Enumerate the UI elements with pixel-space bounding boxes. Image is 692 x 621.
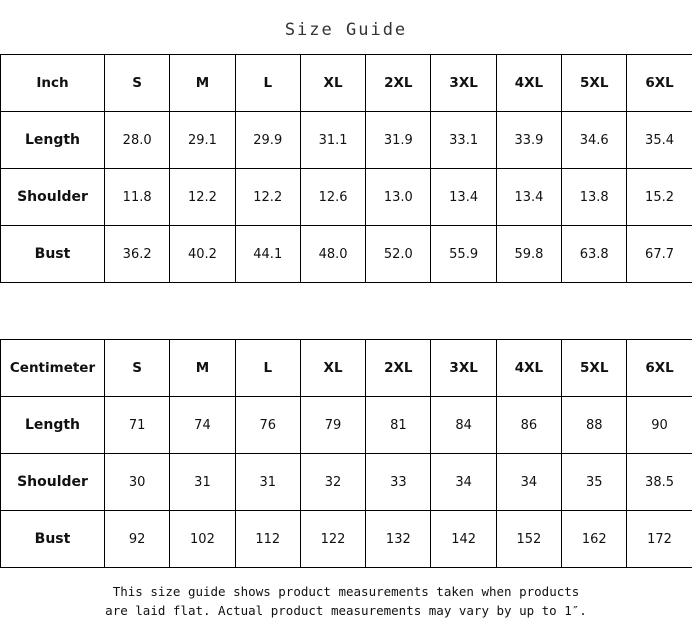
column-header-size: 2XL — [366, 340, 431, 397]
table-cell: 172 — [627, 511, 692, 568]
column-header-size: 2XL — [366, 55, 431, 112]
table-row — [1, 511, 692, 568]
table-cell: 76 — [235, 397, 300, 454]
table-cell: 40.2 — [170, 226, 235, 283]
table-cell: 13.4 — [431, 169, 496, 226]
table-cell: 48.0 — [300, 226, 365, 283]
table-cell: 63.8 — [562, 226, 627, 283]
table-cell: 38.5 — [627, 454, 692, 511]
table-cell: 90 — [627, 397, 692, 454]
table-cell: 34 — [496, 454, 561, 511]
table-cell: 112 — [235, 511, 300, 568]
table-cell: 142 — [431, 511, 496, 568]
table-row — [1, 397, 692, 454]
table-cell: 74 — [170, 397, 235, 454]
column-header-size: 3XL — [431, 55, 496, 112]
column-header-size: M — [170, 55, 235, 112]
table-row — [1, 112, 692, 169]
column-header-size: S — [105, 55, 170, 112]
table-header-row — [1, 55, 692, 112]
table-cell: 162 — [562, 511, 627, 568]
table-cell: 13.4 — [496, 169, 561, 226]
table-cell: 12.6 — [300, 169, 365, 226]
table-cell: 52.0 — [366, 226, 431, 283]
column-header-size: 4XL — [496, 55, 561, 112]
column-header-size: L — [235, 340, 300, 397]
table-cell: 33.9 — [496, 112, 561, 169]
table-cell: 36.2 — [105, 226, 170, 283]
table-row — [1, 169, 692, 226]
table-row — [1, 226, 692, 283]
table-cell: 32 — [300, 454, 365, 511]
unit-label-centimeter: Centimeter — [1, 340, 105, 397]
table-header-row — [1, 340, 692, 397]
column-header-size: 5XL — [562, 55, 627, 112]
table-cell: 79 — [300, 397, 365, 454]
column-header-size: L — [235, 55, 300, 112]
table-cell: 122 — [300, 511, 365, 568]
row-label-length: Length — [1, 397, 105, 454]
table-cell: 34 — [431, 454, 496, 511]
size-guide-disclaimer — [0, 568, 692, 621]
disclaimer-line-2: are laid flat. Actual product measurements may vary by up to 1″. — [30, 601, 662, 620]
table-cell: 13.0 — [366, 169, 431, 226]
page-title: Size Guide — [0, 0, 692, 54]
table-cell: 29.9 — [235, 112, 300, 169]
table-cell: 31 — [170, 454, 235, 511]
table-cell: 88 — [562, 397, 627, 454]
table-cell: 12.2 — [235, 169, 300, 226]
column-header-size: XL — [300, 340, 365, 397]
table-cell: 11.8 — [105, 169, 170, 226]
table-spacer — [0, 283, 692, 339]
table-cell: 81 — [366, 397, 431, 454]
table-cell: 44.1 — [235, 226, 300, 283]
table-cell: 86 — [496, 397, 561, 454]
unit-label-inch: Inch — [1, 55, 105, 112]
column-header-size: S — [105, 340, 170, 397]
table-cell: 12.2 — [170, 169, 235, 226]
size-table-centimeter — [0, 339, 692, 568]
column-header-size: XL — [300, 55, 365, 112]
table-cell: 152 — [496, 511, 561, 568]
table-row — [1, 454, 692, 511]
column-header-size: 4XL — [496, 340, 561, 397]
table-cell: 31.1 — [300, 112, 365, 169]
row-label-bust: Bust — [1, 226, 105, 283]
size-table-inch — [0, 54, 692, 283]
column-header-size: 6XL — [627, 55, 692, 112]
table-cell: 71 — [105, 397, 170, 454]
table-cell: 55.9 — [431, 226, 496, 283]
table-cell: 59.8 — [496, 226, 561, 283]
table-cell: 13.8 — [562, 169, 627, 226]
table-cell: 31 — [235, 454, 300, 511]
table-cell: 92 — [105, 511, 170, 568]
table-cell: 29.1 — [170, 112, 235, 169]
table-cell: 35.4 — [627, 112, 692, 169]
table-cell: 33.1 — [431, 112, 496, 169]
row-label-length: Length — [1, 112, 105, 169]
table-cell: 84 — [431, 397, 496, 454]
table-cell: 33 — [366, 454, 431, 511]
table-cell: 31.9 — [366, 112, 431, 169]
table-cell: 34.6 — [562, 112, 627, 169]
table-cell: 35 — [562, 454, 627, 511]
disclaimer-line-1: This size guide shows product measurements taken when products — [30, 582, 662, 601]
column-header-size: 6XL — [627, 340, 692, 397]
row-label-shoulder: Shoulder — [1, 454, 105, 511]
table-cell: 15.2 — [627, 169, 692, 226]
table-cell: 28.0 — [105, 112, 170, 169]
column-header-size: 3XL — [431, 340, 496, 397]
row-label-shoulder: Shoulder — [1, 169, 105, 226]
table-cell: 30 — [105, 454, 170, 511]
row-label-bust: Bust — [1, 511, 105, 568]
table-cell: 67.7 — [627, 226, 692, 283]
table-cell: 102 — [170, 511, 235, 568]
column-header-size: M — [170, 340, 235, 397]
table-cell: 132 — [366, 511, 431, 568]
column-header-size: 5XL — [562, 340, 627, 397]
